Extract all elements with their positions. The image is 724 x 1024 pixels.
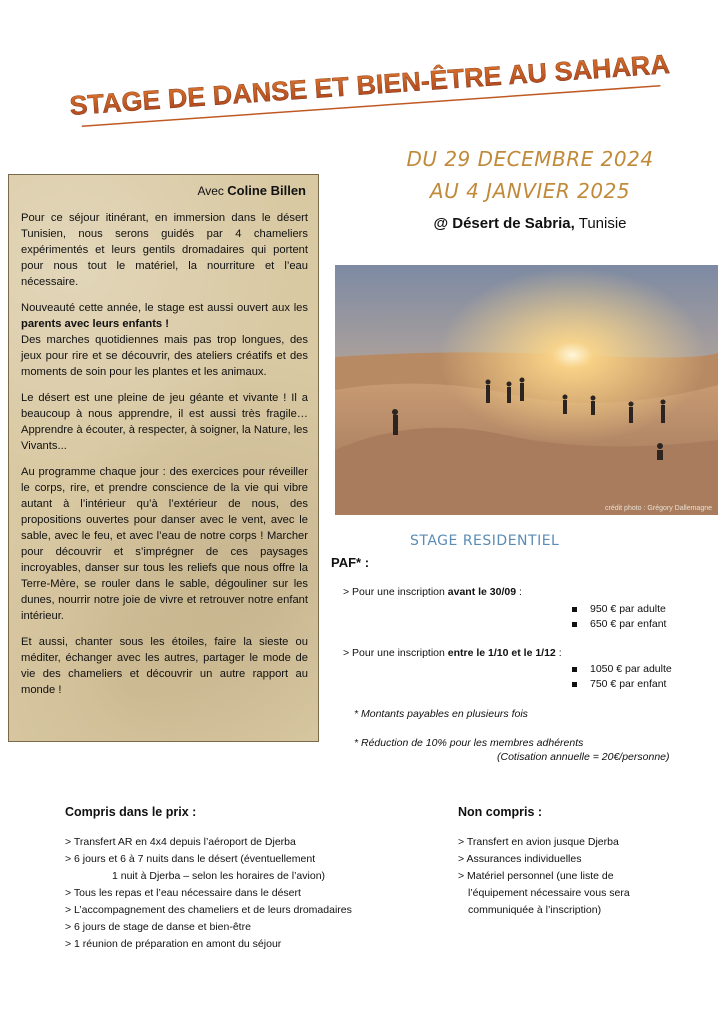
title-text: STAGE DE DANSE ET BIEN-ÊTRE AU SAHARA — [70, 50, 670, 121]
p2-rest: Des marches quotidiennes mais pas trop longues, des jeux pour rire et se découvrir, des ateliers créatifs et des moments de soin pour les plantes et les animaux. — [21, 334, 308, 378]
p2-bold: parents avec leurs enfants ! — [21, 318, 169, 330]
list-item: communiquée à l’inscription) — [468, 904, 602, 916]
main-title-graphic — [70, 50, 670, 130]
date-end: AU 4 JANVIER 2025 — [429, 179, 631, 203]
note-payable: * Montants payables en plusieurs fois — [354, 708, 528, 720]
description-p1: Pour ce séjour itinérant, en immersion dans le désert Tunisien, nous serons guidés par 4 chameliers expérimentés et leurs gentils dromadaires qui portent pour nous tout le matériel, la nourriture et l’eau nécessaire. — [21, 212, 308, 288]
description-p2 — [21, 300, 308, 380]
not-included-section — [458, 804, 698, 919]
list-item: > Transfert en avion jusque Djerba — [458, 836, 619, 848]
list-item: > 1 réunion de préparation en amont du séjour — [65, 938, 282, 950]
tier1-prefix: > Pour une inscription — [343, 586, 445, 598]
tier1-child-price: 650 € par enfant — [572, 617, 666, 632]
tier2-prefix: > Pour une inscription — [343, 647, 445, 659]
event-dates — [395, 143, 665, 207]
list-item: > 6 jours de stage de danse et bien-être — [65, 921, 251, 933]
tier2-child-price: 750 € par enfant — [572, 677, 672, 692]
main-title — [70, 50, 670, 130]
list-item: 1 nuit à Djerba – selon les horaires de l’avion) — [112, 870, 326, 882]
tier1-bold: avant le 30/09 — [447, 586, 517, 598]
desert-sunset-image — [335, 265, 718, 515]
description-box — [8, 174, 319, 742]
list-item: l’équipement nécessaire vous sera — [468, 887, 630, 899]
desert-photo — [335, 265, 718, 515]
location-country: Tunisie — [578, 215, 627, 232]
not-included-heading: Non compris : — [458, 805, 543, 819]
list-item: > Assurances individuelles — [458, 853, 582, 865]
tier1-suffix: : — [519, 586, 522, 598]
event-location — [395, 215, 665, 232]
list-item: > Matériel personnel (une liste de — [458, 870, 614, 882]
list-item: > L’accompagnement des chameliers et de leurs dromadaires — [65, 904, 352, 916]
tier1-adult-price: 950 € par adulte — [572, 602, 666, 617]
description-p3: Le désert est une pleine de jeu géante et vivante ! Il a beaucoup à nous apprendre, il est aussi très fragile… Apprendre à écouter, à respecter, à soigner, la Nature, les Vivants... — [21, 392, 308, 452]
tier2-adult-price: 1050 € par adulte — [572, 662, 672, 677]
date-start: DU 29 DECEMBRE 2024 — [406, 147, 654, 171]
description-p5: Et aussi, chanter sous les étoiles, faire la sieste ou méditer, échanger avec les autres, partager le mode de vie des chameliers et découvrir un autre rapport au monde ! — [21, 636, 308, 696]
stage-residentiel-heading: STAGE RESIDENTIEL — [410, 533, 560, 549]
p2-intro: Nouveauté cette année, le stage est aussi ouvert aux les — [21, 302, 308, 314]
animator-name: Coline Billen — [227, 183, 306, 198]
tier2-bold: entre le 1/10 et le 1/12 — [447, 647, 556, 659]
tier2-line — [343, 647, 562, 659]
list-item: > Transfert AR en 4x4 depuis l’aéroport de Djerba — [65, 836, 296, 848]
tier1-prices — [572, 602, 666, 632]
list-item: > 6 jours et 6 à 7 nuits dans le désert (éventuellement — [65, 853, 316, 865]
tier2-prices — [572, 662, 672, 692]
included-section — [65, 804, 385, 953]
photo-credit: crédit photo : Grégory Dallemagne — [605, 505, 712, 512]
tier2-suffix: : — [558, 647, 562, 659]
included-heading: Compris dans le prix : — [65, 805, 197, 819]
animator-line — [21, 183, 308, 199]
list-item: > Tous les repas et l’eau nécessaire dans le désert — [65, 887, 301, 899]
tier1-line — [343, 586, 522, 598]
paf-label: PAF* : — [331, 555, 370, 570]
location-place: @ Désert de Sabria, — [433, 215, 575, 232]
avec-prefix: Avec — [197, 184, 224, 198]
note-cotisation: (Cotisation annuelle = 20€/personne) — [497, 751, 670, 763]
description-p4: Au programme chaque jour : des exercices pour réveiller le corps, rire, et prendre conscience de la vie qui vibre autant à l’intérieur qu’à l’extérieur de nous, des propositions ouvertes pour danser avec le vent, avec le sable, avec le feu, et avec l’eau de notre corps ! Marcher pour découvrir et s’imprégner de ces paysages incroyables, danser sur tous les reliefs que nous offre la Terre-Mère, se rouler dans le sable, dégouliner sur les dunes, nourrir notre joie de vivre et retrouver notre enfant intérieur. — [21, 466, 308, 622]
note-reduction: * Réduction de 10% pour les membres adhérents — [354, 737, 584, 749]
